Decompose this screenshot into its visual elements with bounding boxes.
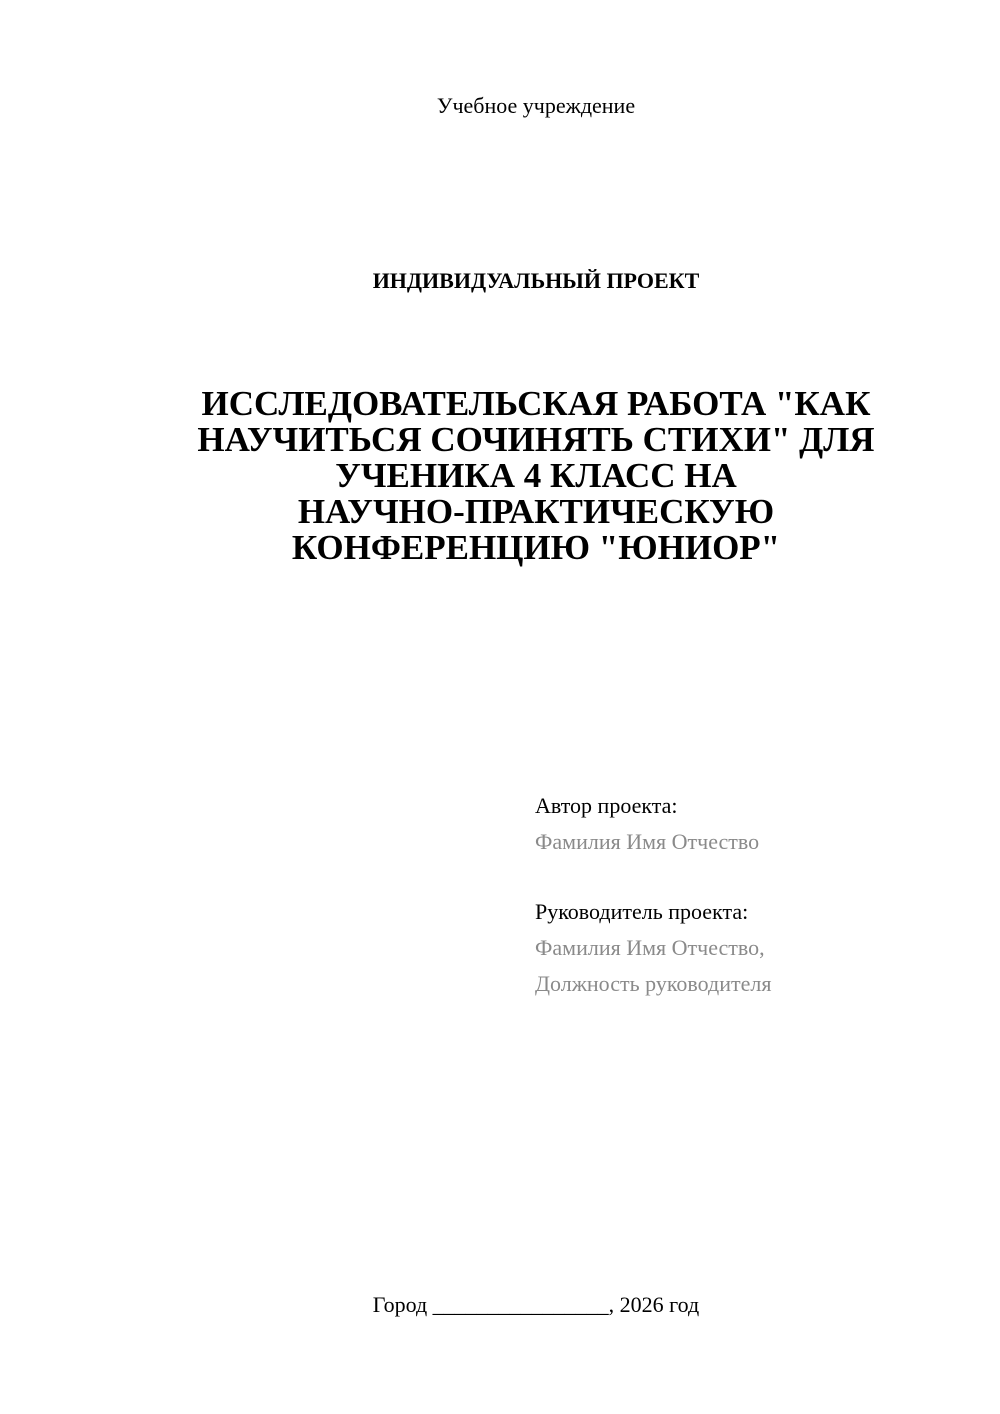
project-title-line: НАУЧИТЬСЯ СОЧИНЯТЬ СТИХИ" ДЛЯ	[197, 420, 875, 459]
city-year-line: Город ________________, 2026 год	[372, 1292, 700, 1317]
project-title-line: КОНФЕРЕНЦИЮ "ЮНИОР"	[291, 528, 781, 567]
supervisor-position: Должность руководителя	[535, 971, 772, 996]
institution-name: Учебное учреждение	[436, 93, 636, 118]
project-title-line: ИССЛЕДОВАТЕЛЬСКАЯ РАБОТА "КАК	[201, 384, 871, 423]
author-name: Фамилия Имя Отчество	[535, 829, 760, 854]
project-type: ИНДИВИДУАЛЬНЫЙ ПРОЕКТ	[372, 268, 700, 293]
supervisor-name: Фамилия Имя Отчество,	[535, 935, 765, 960]
project-title-line: НАУЧНО-ПРАКТИЧЕСКУЮ	[297, 492, 775, 531]
author-label: Автор проекта:	[535, 793, 678, 818]
supervisor-label: Руководитель проекта:	[535, 899, 749, 924]
info-spacer	[535, 860, 975, 894]
project-title-line: УЧЕНИКА 4 КЛАСС НА	[335, 456, 737, 495]
project-info-block	[535, 788, 975, 1002]
project-title	[150, 386, 922, 566]
